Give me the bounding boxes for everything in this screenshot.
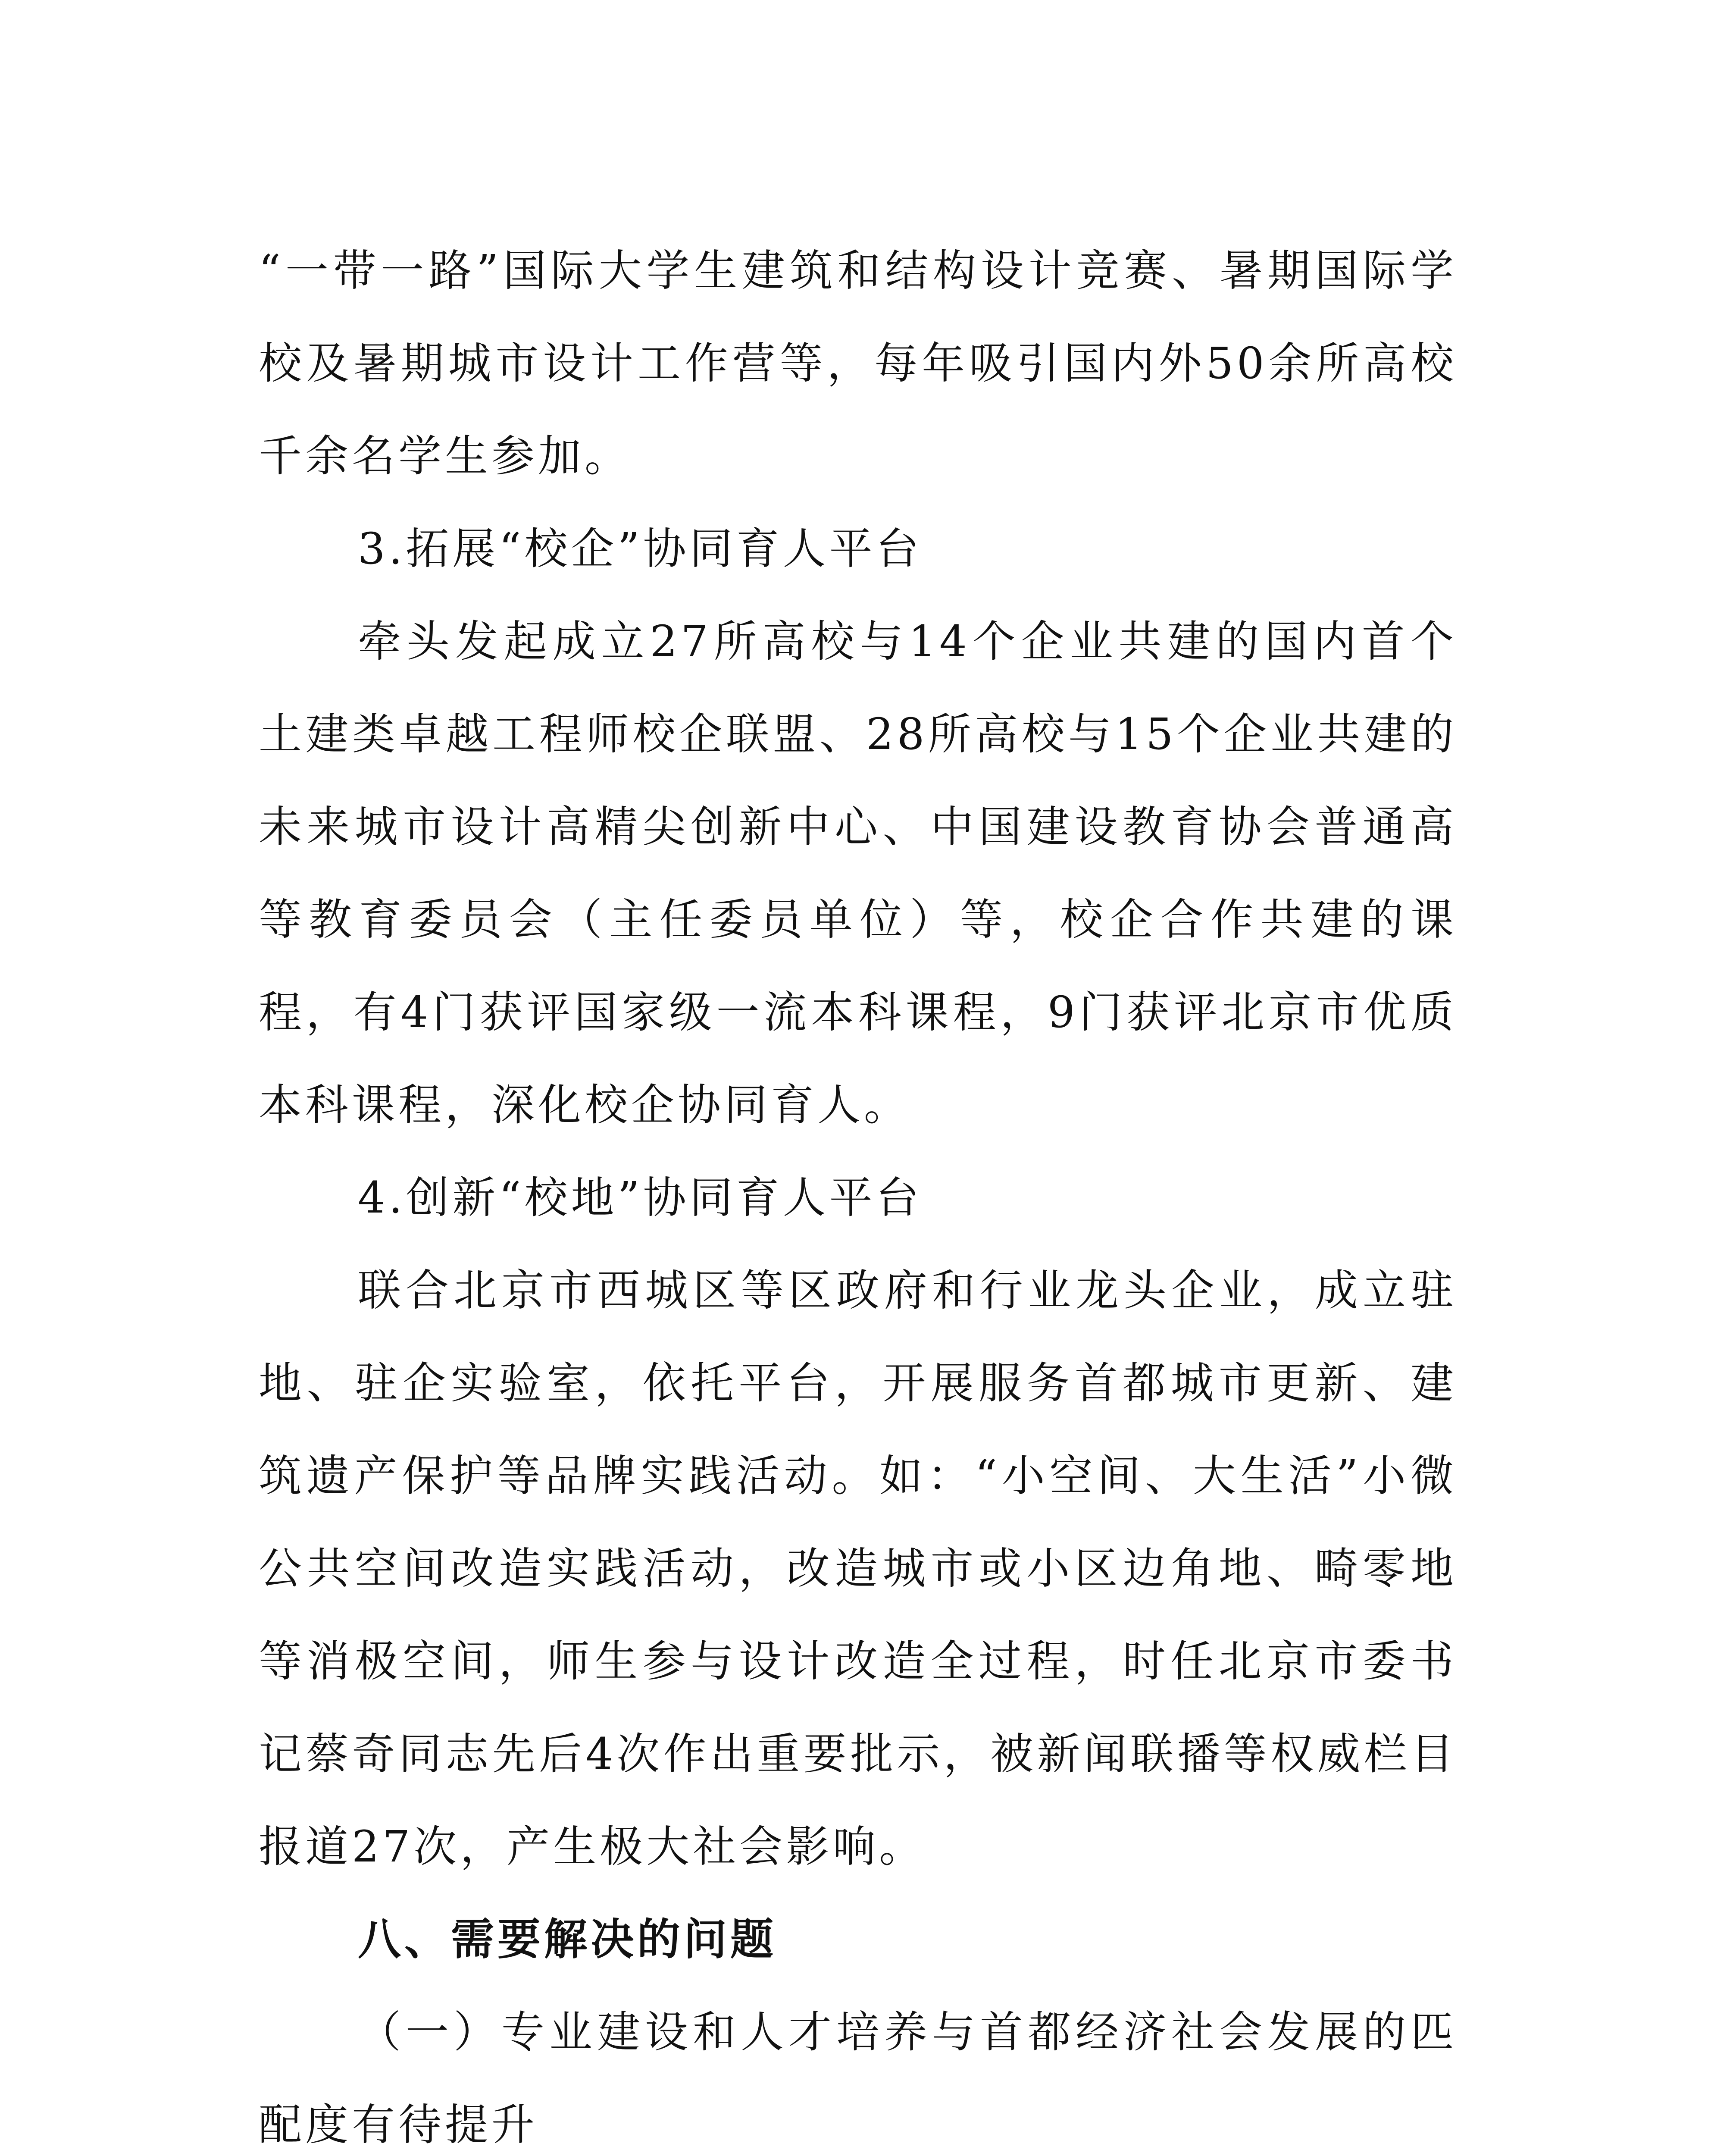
subheading-school-local-platform: 4.创新“校地”协同育人平台: [358, 1172, 923, 1223]
body-text: [259, 224, 1457, 2156]
subheading-matching-degree: （一）专业建设和人才培养与首都经济社会发展的匹配度有待提升: [259, 2007, 1457, 2150]
section-heading-problems: 八、需要解决的问题: [358, 1914, 777, 1965]
paragraph-competitions: “一带一路”国际大学生建筑和结构设计竞赛、暑期国际学校及暑期城市设计工作营等，每年吸引国内外50余所高校千余名学生参加。: [259, 245, 1457, 481]
paragraph-school-local: 联合北京市西城区等区政府和行业龙头企业，成立驻地、驻企实验室，依托平台，开展服务首都城市更新、建筑遗产保护等品牌实践活动。如：“小空间、大生活”小微公共空间改造实践活动，改造城市或小区边角地、畸零地等消极空间，师生参与设计改造全过程，时任北京市委书记蔡奇同志先后4次作出重要批示，被新闻联播等权威栏目报道27次，产生极大社会影响。: [259, 1265, 1457, 1872]
paragraph-school-enterprise: 牵头发起成立27所高校与14个企业共建的国内首个土建类卓越工程师校企联盟、28所高校与15个企业共建的未来城市设计高精尖创新中心、中国建设教育协会普通高等教育委员会（主任委员单位）等，校企合作共建的课程，有4门获评国家级一流本科课程，9门获评北京市优质本科课程，深化校企协同育人。: [259, 616, 1457, 1130]
subheading-school-enterprise-platform: 3.拓展“校企”协同育人平台: [358, 523, 923, 574]
